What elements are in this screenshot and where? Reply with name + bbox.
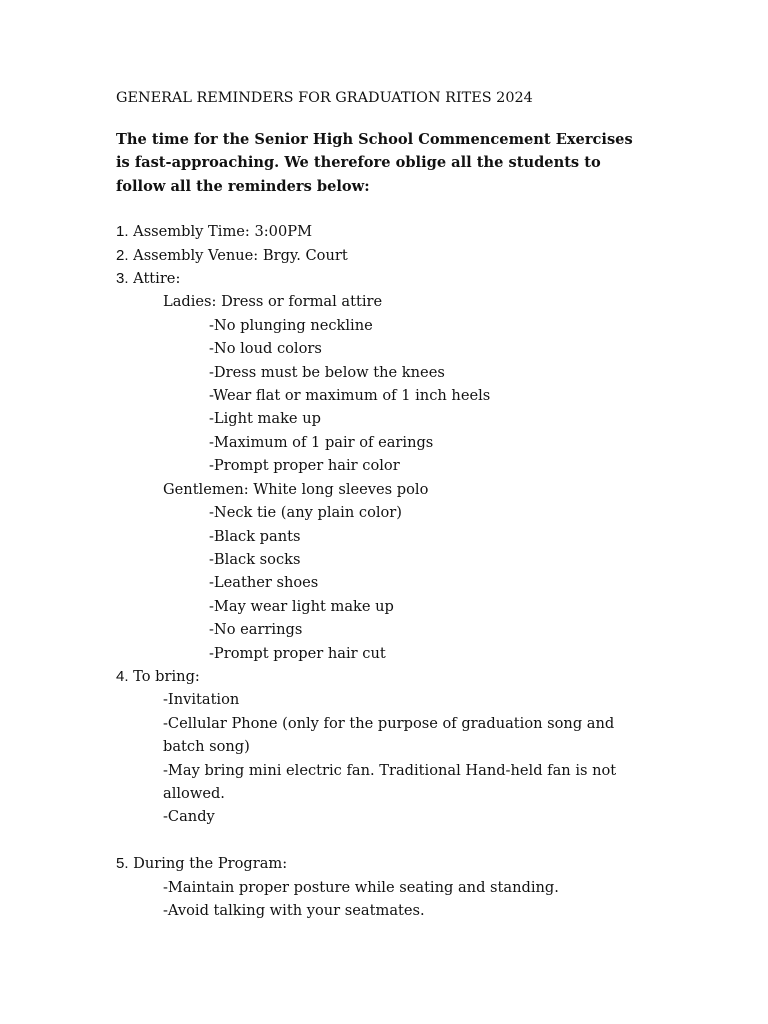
reminders-list xyxy=(116,220,646,922)
list-item: -No loud colors xyxy=(209,340,322,358)
item-number: 3. xyxy=(116,270,129,288)
list-item: -Prompt proper hair color xyxy=(209,457,400,475)
list-item: -Light make up xyxy=(209,410,321,428)
ladies-rules xyxy=(116,314,646,478)
list-item: -Cellular Phone (only for the purpose of graduation song and batch song) xyxy=(163,714,615,756)
item-text: Assembly Venue: Brgy. Court xyxy=(133,246,348,264)
list-item-during-program xyxy=(116,852,646,922)
list-item-assembly-venue xyxy=(116,244,646,267)
list-item: -Black socks xyxy=(209,550,301,568)
list-item: -Black pants xyxy=(209,527,301,545)
list-item: -Invitation xyxy=(163,691,240,709)
item-text: During the Program: xyxy=(133,855,288,873)
list-item: -May wear light make up xyxy=(209,597,394,615)
during-program-list xyxy=(116,876,646,923)
list-item-attire xyxy=(116,267,646,665)
list-item: -Neck tie (any plain color) xyxy=(209,504,402,522)
gentlemen-label: Gentlemen: White long sleeves polo xyxy=(163,480,429,498)
list-item-assembly-time xyxy=(116,220,646,243)
gentlemen-rules xyxy=(116,501,646,665)
item-number: 2. xyxy=(116,246,129,264)
to-bring-list xyxy=(116,688,646,828)
item-number: 4. xyxy=(116,667,129,685)
intro-paragraph: The time for the Senior High School Commencement Exercises is fast-approaching. We therefore oblige all the students to follow all the reminders below: xyxy=(116,131,633,195)
list-item: -No plunging neckline xyxy=(209,316,373,334)
item-text: Attire: xyxy=(133,270,181,288)
document-body xyxy=(116,86,646,922)
list-item: -Wear flat or maximum of 1 inch heels xyxy=(209,387,491,405)
list-item: -Maintain proper posture while seating and standing. xyxy=(163,878,559,896)
list-item: -Maximum of 1 pair of earings xyxy=(209,433,434,451)
list-item: -May bring mini electric fan. Traditional Hand-held fan is not allowed. xyxy=(163,761,617,802)
item-number: 1. xyxy=(116,223,129,241)
item-number: 5. xyxy=(116,855,129,873)
document-title: GENERAL REMINDERS FOR GRADUATION RITES 2024 xyxy=(116,90,533,106)
ladies-label: Ladies: Dress or formal attire xyxy=(163,293,383,311)
list-item: -No earrings xyxy=(209,621,303,639)
list-item: -Candy xyxy=(163,808,215,826)
list-item: -Prompt proper hair cut xyxy=(209,644,386,662)
item-text: Assembly Time: 3:00PM xyxy=(133,223,313,241)
list-item: -Leather shoes xyxy=(209,574,319,592)
list-item: -Dress must be below the knees xyxy=(209,363,445,381)
list-item: -Avoid talking with your seatmates. xyxy=(163,901,425,919)
item-text: To bring: xyxy=(133,667,200,685)
list-item-to-bring xyxy=(116,665,646,829)
